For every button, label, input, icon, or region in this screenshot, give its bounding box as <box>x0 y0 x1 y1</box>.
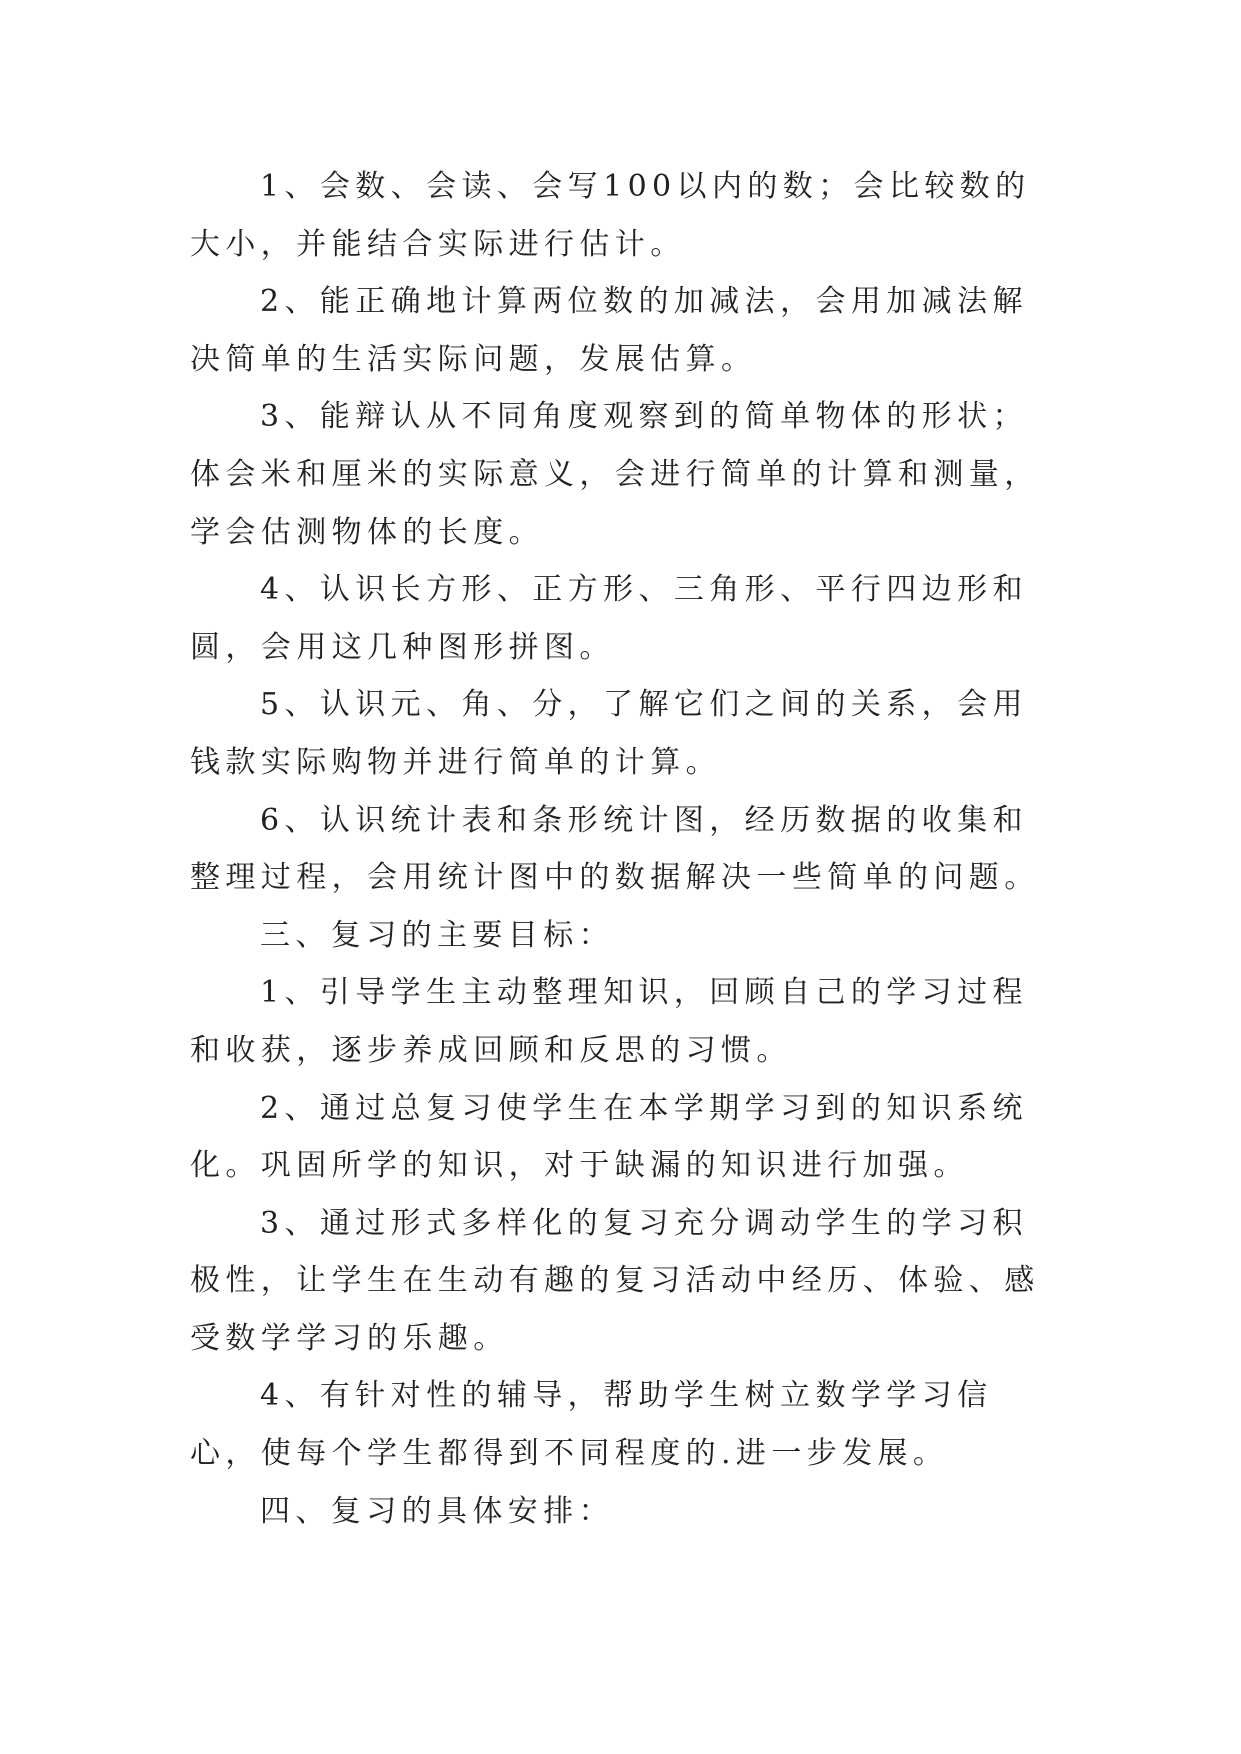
paragraph-goal-4: 4、认识长方形、正方形、三角形、平行四边形和圆，会用这几种图形拼图。 <box>190 572 1028 665</box>
document-body <box>190 158 1050 1540</box>
paragraph-goal-3: 3、能辩认从不同角度观察到的简单物体的形状；体会米和厘米的实际意义，会进行简单的计算和测量，学会估测物体的长度。 <box>190 399 1040 550</box>
paragraph-review-goal-4: 4、有针对性的辅导，帮助学生树立数学学习信心，使每个学生都得到不同程度的.进一步发展。 <box>190 1378 993 1472</box>
paragraph-review-goal-3: 3、通过形式多样化的复习充分调动学生的学习积极性，让学生在生动有趣的复习活动中经历、体验、感受数学学习的乐趣。 <box>190 1205 1040 1356</box>
paragraph-goal-6: 6、认识统计表和条形统计图，经历数据的收集和整理过程，会用统计图中的数据解决一些简单的问题。 <box>190 802 1040 896</box>
section-heading-review-goals: 三、复习的主要目标： <box>260 917 614 953</box>
paragraph-review-goal-1: 1、引导学生主动整理知识，回顾自己的学习过程和收获，逐步养成回顾和反思的习惯。 <box>190 975 1028 1068</box>
paragraph-goal-5: 5、认识元、角、分，了解它们之间的关系，会用钱款实际购物并进行简单的计算。 <box>190 687 1028 780</box>
paragraph-goal-2: 2、能正确地计算两位数的加减法，会用加减法解决简单的生活实际问题，发展估算。 <box>190 284 1028 377</box>
section-heading-review-schedule: 四、复习的具体安排： <box>260 1493 614 1529</box>
paragraph-goal-1: 1、会数、会读、会写100以内的数；会比较数的大小，并能结合实际进行估计。 <box>190 169 1031 262</box>
paragraph-review-goal-2: 2、通过总复习使学生在本学期学习到的知识系统化。巩固所学的知识，对于缺漏的知识进行加强。 <box>190 1090 1028 1184</box>
